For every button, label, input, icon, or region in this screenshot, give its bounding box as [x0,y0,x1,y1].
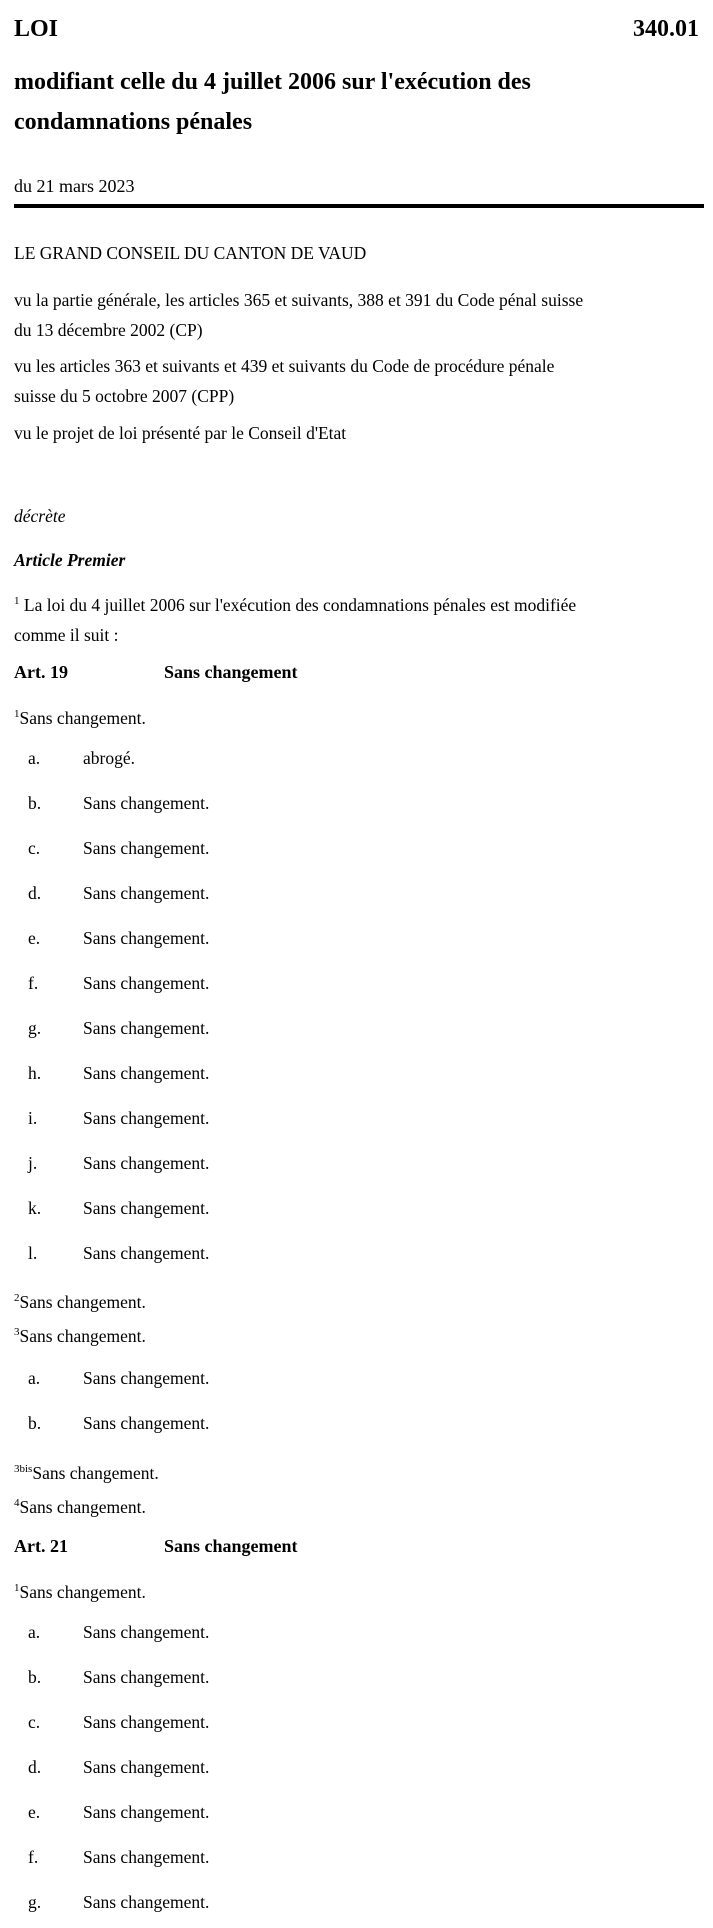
list-item: a. Sans changement. [28,1622,210,1642]
paragraph-number: 1 [14,1582,20,1595]
list-item: g. Sans changement. [28,1892,210,1912]
art19-alinea-3bis: $^{3bis}$Sans changement. [14,1463,159,1483]
paragraph-number: 3 [14,1326,20,1339]
list-item: g. Sans changement. [28,1018,210,1038]
title-line-2: condamnations pénales [14,109,253,135]
list-item: l. Sans changement. [28,1243,210,1263]
list-item: e. Sans changement. [28,928,210,948]
paragraph-number: 1 [14,708,20,721]
enacting-authority: LE GRAND CONSEIL DU CANTON DE VAUD [14,243,367,263]
list-item: h. Sans changement. [28,1063,210,1083]
list-item: b. Sans changement. [28,1667,210,1687]
intro-paragraph: $^1$ La loi du 4 juillet 2006 sur l'exécution des condamnations pénales est modifiée comme il suit : [14,595,577,645]
preamble-vu-2: vu les articles 363 et suivants et 439 et suivants du Code de procédure pénale suisse du 5 octobre 2007 (CPP) [14,356,555,406]
art19-alinea-1: $^1$Sans changement. [14,708,146,728]
paragraph-number: 3bis [14,1463,33,1476]
art19-alinea-4: $^4$Sans changement. [14,1497,146,1517]
article-number: Art. 21 [14,1536,68,1556]
list-item: b. Sans changement. [28,793,210,813]
list-item: d. Sans changement. [28,883,210,903]
article-number: Art. 19 [14,662,68,682]
document-type: LOI [14,16,59,42]
art21-alinea-1: $^1$Sans changement. [14,1582,146,1602]
list-item: c. Sans changement. [28,1712,210,1732]
paragraph-number: 1 [14,595,20,608]
paragraph-number: 4 [14,1497,20,1510]
list-item: c. Sans changement. [28,838,210,858]
list-item: b. Sans changement. [28,1413,210,1433]
list-item: k. Sans changement. [28,1198,210,1218]
document-date: du 21 mars 2023 [14,176,135,196]
list-item: a. Sans changement. [28,1368,210,1388]
preamble-vu-1: vu la partie générale, les articles 365 et suivants, 388 et 391 du Code pénal suisse du 13 décembre 2002 (CP) [14,290,584,340]
document-number: 340.01 [633,16,699,42]
art19-alinea-3: $^3$Sans changement. [14,1326,146,1346]
list-item: f. Sans changement. [28,1847,210,1867]
list-item: d. Sans changement. [28,1757,210,1777]
list-item: e. Sans changement. [28,1802,210,1822]
article-19-heading [14,662,298,683]
list-item: i. Sans changement. [28,1108,210,1128]
paragraph-number: 2 [14,1292,20,1305]
article-21-heading [14,1536,298,1557]
article-title: Sans changement [164,1536,298,1556]
title-line-1: modifiant celle du 4 juillet 2006 sur l'exécution des [14,69,531,95]
decrete-label: décrète [14,506,66,526]
article-title: Sans changement [164,662,298,682]
art19-alinea-2: $^2$Sans changement. [14,1292,146,1312]
document-header [14,16,699,46]
list-item: j. Sans changement. [28,1153,210,1173]
header-divider [14,204,704,208]
list-item: a. abrogé. [28,748,135,768]
document-title [14,62,699,142]
article-premier-heading: Article Premier [14,550,126,570]
preamble-vu-3: vu le projet de loi présenté par le Conseil d'Etat [14,423,347,443]
list-item: f. Sans changement. [28,973,210,993]
